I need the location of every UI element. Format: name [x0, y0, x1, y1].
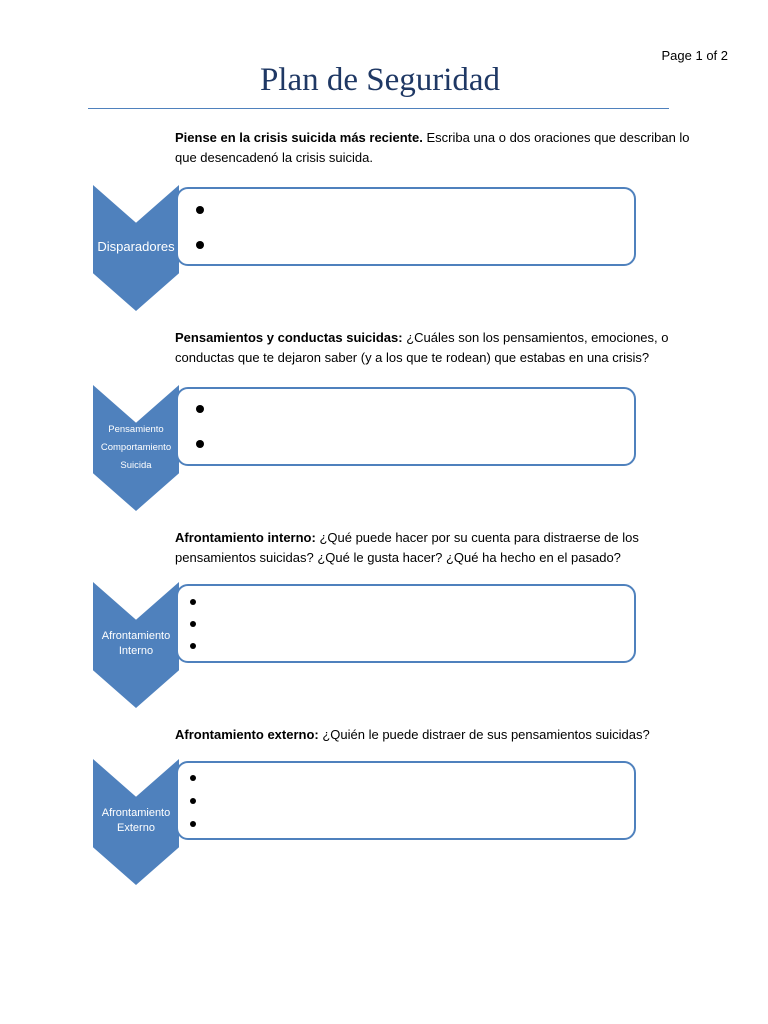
- prompt-heading: Afrontamiento interno:: [175, 530, 316, 545]
- prompt-question: ¿Qué puede hacer por su cuenta para distraerse de los pensamientos suicidas? ¿Qué le gusta hacer? ¿Qué ha hecho en el pasado?: [175, 530, 639, 565]
- prompt-question: ¿Quién le puede distraer de sus pensamientos suicidas?: [318, 727, 650, 742]
- prompt-heading: Pensamientos y conductas suicidas:: [175, 330, 403, 345]
- bullet-point: [190, 798, 196, 804]
- section-prompt-suicidal-behavior: [175, 328, 695, 368]
- bullet-point: [196, 405, 204, 413]
- section-prompt-external-coping: [175, 725, 695, 745]
- bullet-point: [190, 621, 196, 627]
- answer-box-triggers[interactable]: [176, 187, 636, 266]
- chevron-label-internal-coping: Afrontamiento Interno: [101, 630, 171, 657]
- prompt-heading: Piense en la crisis suicida más reciente.: [175, 130, 423, 145]
- bullet-point: [190, 821, 196, 827]
- bullet-point: [190, 643, 196, 649]
- section-prompt-internal-coping: [175, 528, 695, 568]
- bullet-point: [196, 440, 204, 448]
- bullet-point: [196, 241, 204, 249]
- prompt-question: ¿Cuáles son los pensamientos, emociones, o conductas que te dejaron saber (y a los que te rodean) que estabas en una crisis?: [175, 330, 669, 365]
- prompt-heading: Afrontamiento externo:: [175, 727, 319, 742]
- bullet-point: [196, 206, 204, 214]
- answer-box-external-coping[interactable]: [176, 761, 636, 840]
- page-title: Plan de Seguridad: [259, 62, 501, 98]
- section-prompt-triggers: [175, 128, 695, 168]
- bullet-point: [190, 599, 196, 605]
- chevron-label-triggers: Disparadores: [97, 239, 175, 254]
- page-number: Page 1 of 2: [661, 48, 728, 63]
- prompt-question: Escriba una o dos oraciones que describan lo que desencadenó la crisis suicida.: [175, 130, 690, 165]
- answer-box-internal-coping[interactable]: [176, 584, 636, 663]
- bullet-point: [190, 775, 196, 781]
- chevron-label-external-coping: Afrontamiento Externo: [101, 807, 171, 834]
- chevron-label-suicidal-behavior: Pensamiento Comportamiento Suicida: [100, 424, 172, 471]
- title-divider: [88, 108, 669, 109]
- answer-box-suicidal-behavior[interactable]: [176, 387, 636, 466]
